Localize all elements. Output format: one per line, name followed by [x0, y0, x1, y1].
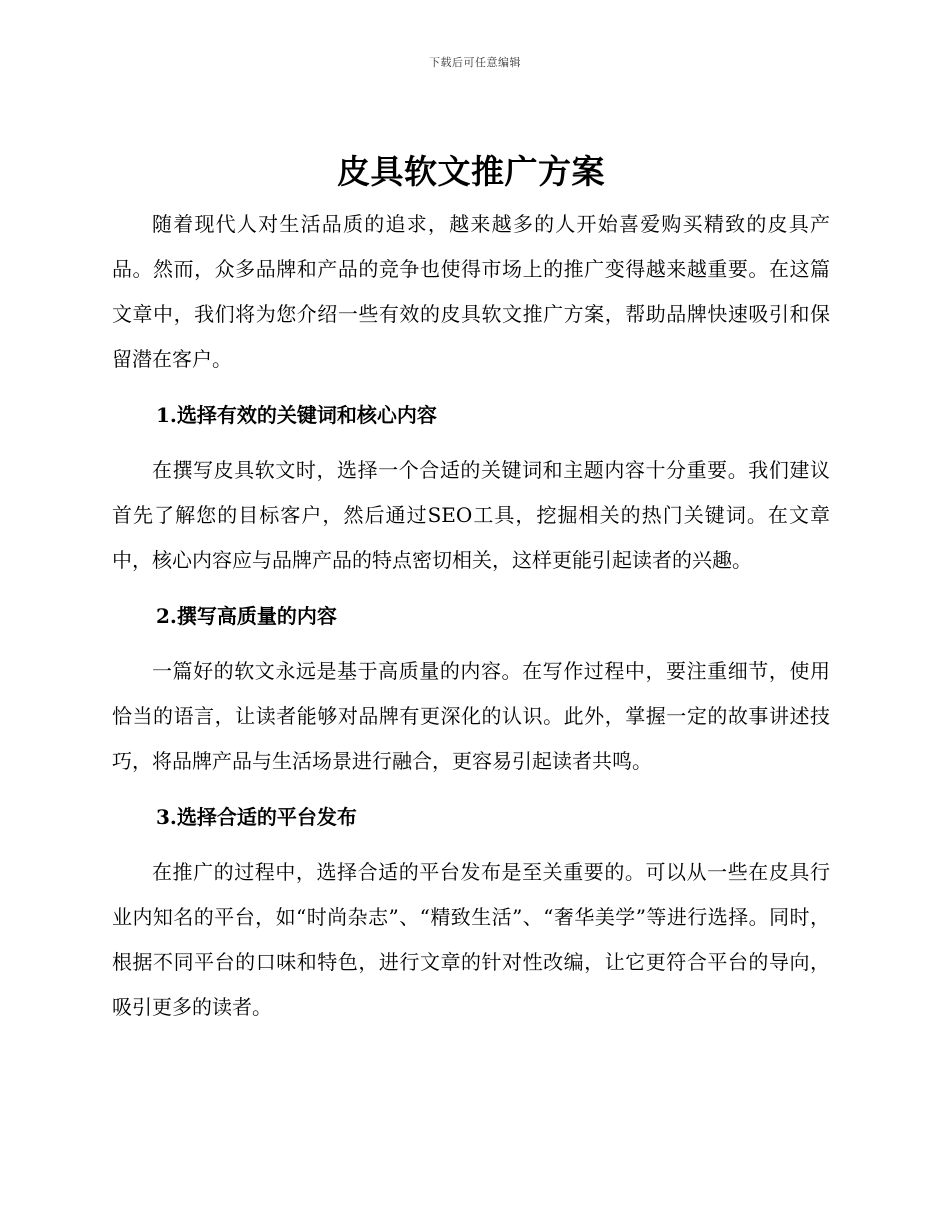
intro-paragraph: 随着现代人对生活品质的追求，越来越多的人开始喜爱购买精致的皮具产品。然而，众多品牌和产品的竞争也使得市场上的推广变得越来越重要。在这篇文章中，我们将为您介绍一些有效的皮具软文推广方案，帮助品牌快速吸引和保留潜在客户。 [112, 212, 830, 371]
section-heading-2: 2.撰写高质量的内容 [156, 604, 337, 628]
document-body [112, 150, 830, 1030]
section-paragraph-3: 在推广的过程中，选择合适的平台发布是至关重要的。可以从一些在皮具行业内知名的平台，如“时尚杂志”、“精致生活”、“奢华美学”等进行选择。同时，根据不同平台的口味和特色，进行文章的针对性改编，让它更符合平台的导向，吸引更多的读者。 [112, 860, 830, 1019]
section-heading-1: 1.选择有效的关键词和核心内容 [156, 403, 437, 427]
section-heading-3: 3.选择合适的平台发布 [156, 805, 357, 829]
section-paragraph-2: 一篇好的软文永远是基于高质量的内容。在写作过程中，要注重细节，使用恰当的语言，让读者能够对品牌有更深化的认识。此外，掌握一定的故事讲述技巧，将品牌产品与生活场景进行融合，更容易引起读者共鸣。 [112, 659, 830, 773]
page-header: 下载后可任意编辑 [429, 56, 521, 69]
section-paragraph-1: 在撰写皮具软文时，选择一个合适的关键词和主题内容十分重要。我们建议首先了解您的目标客户，然后通过SEO工具，挖掘相关的热门关键词。在文章中，核心内容应与品牌产品的特点密切相关，这样更能引起读者的兴趣。 [112, 458, 830, 572]
document-title: 皮具软文推广方案 [337, 152, 605, 191]
